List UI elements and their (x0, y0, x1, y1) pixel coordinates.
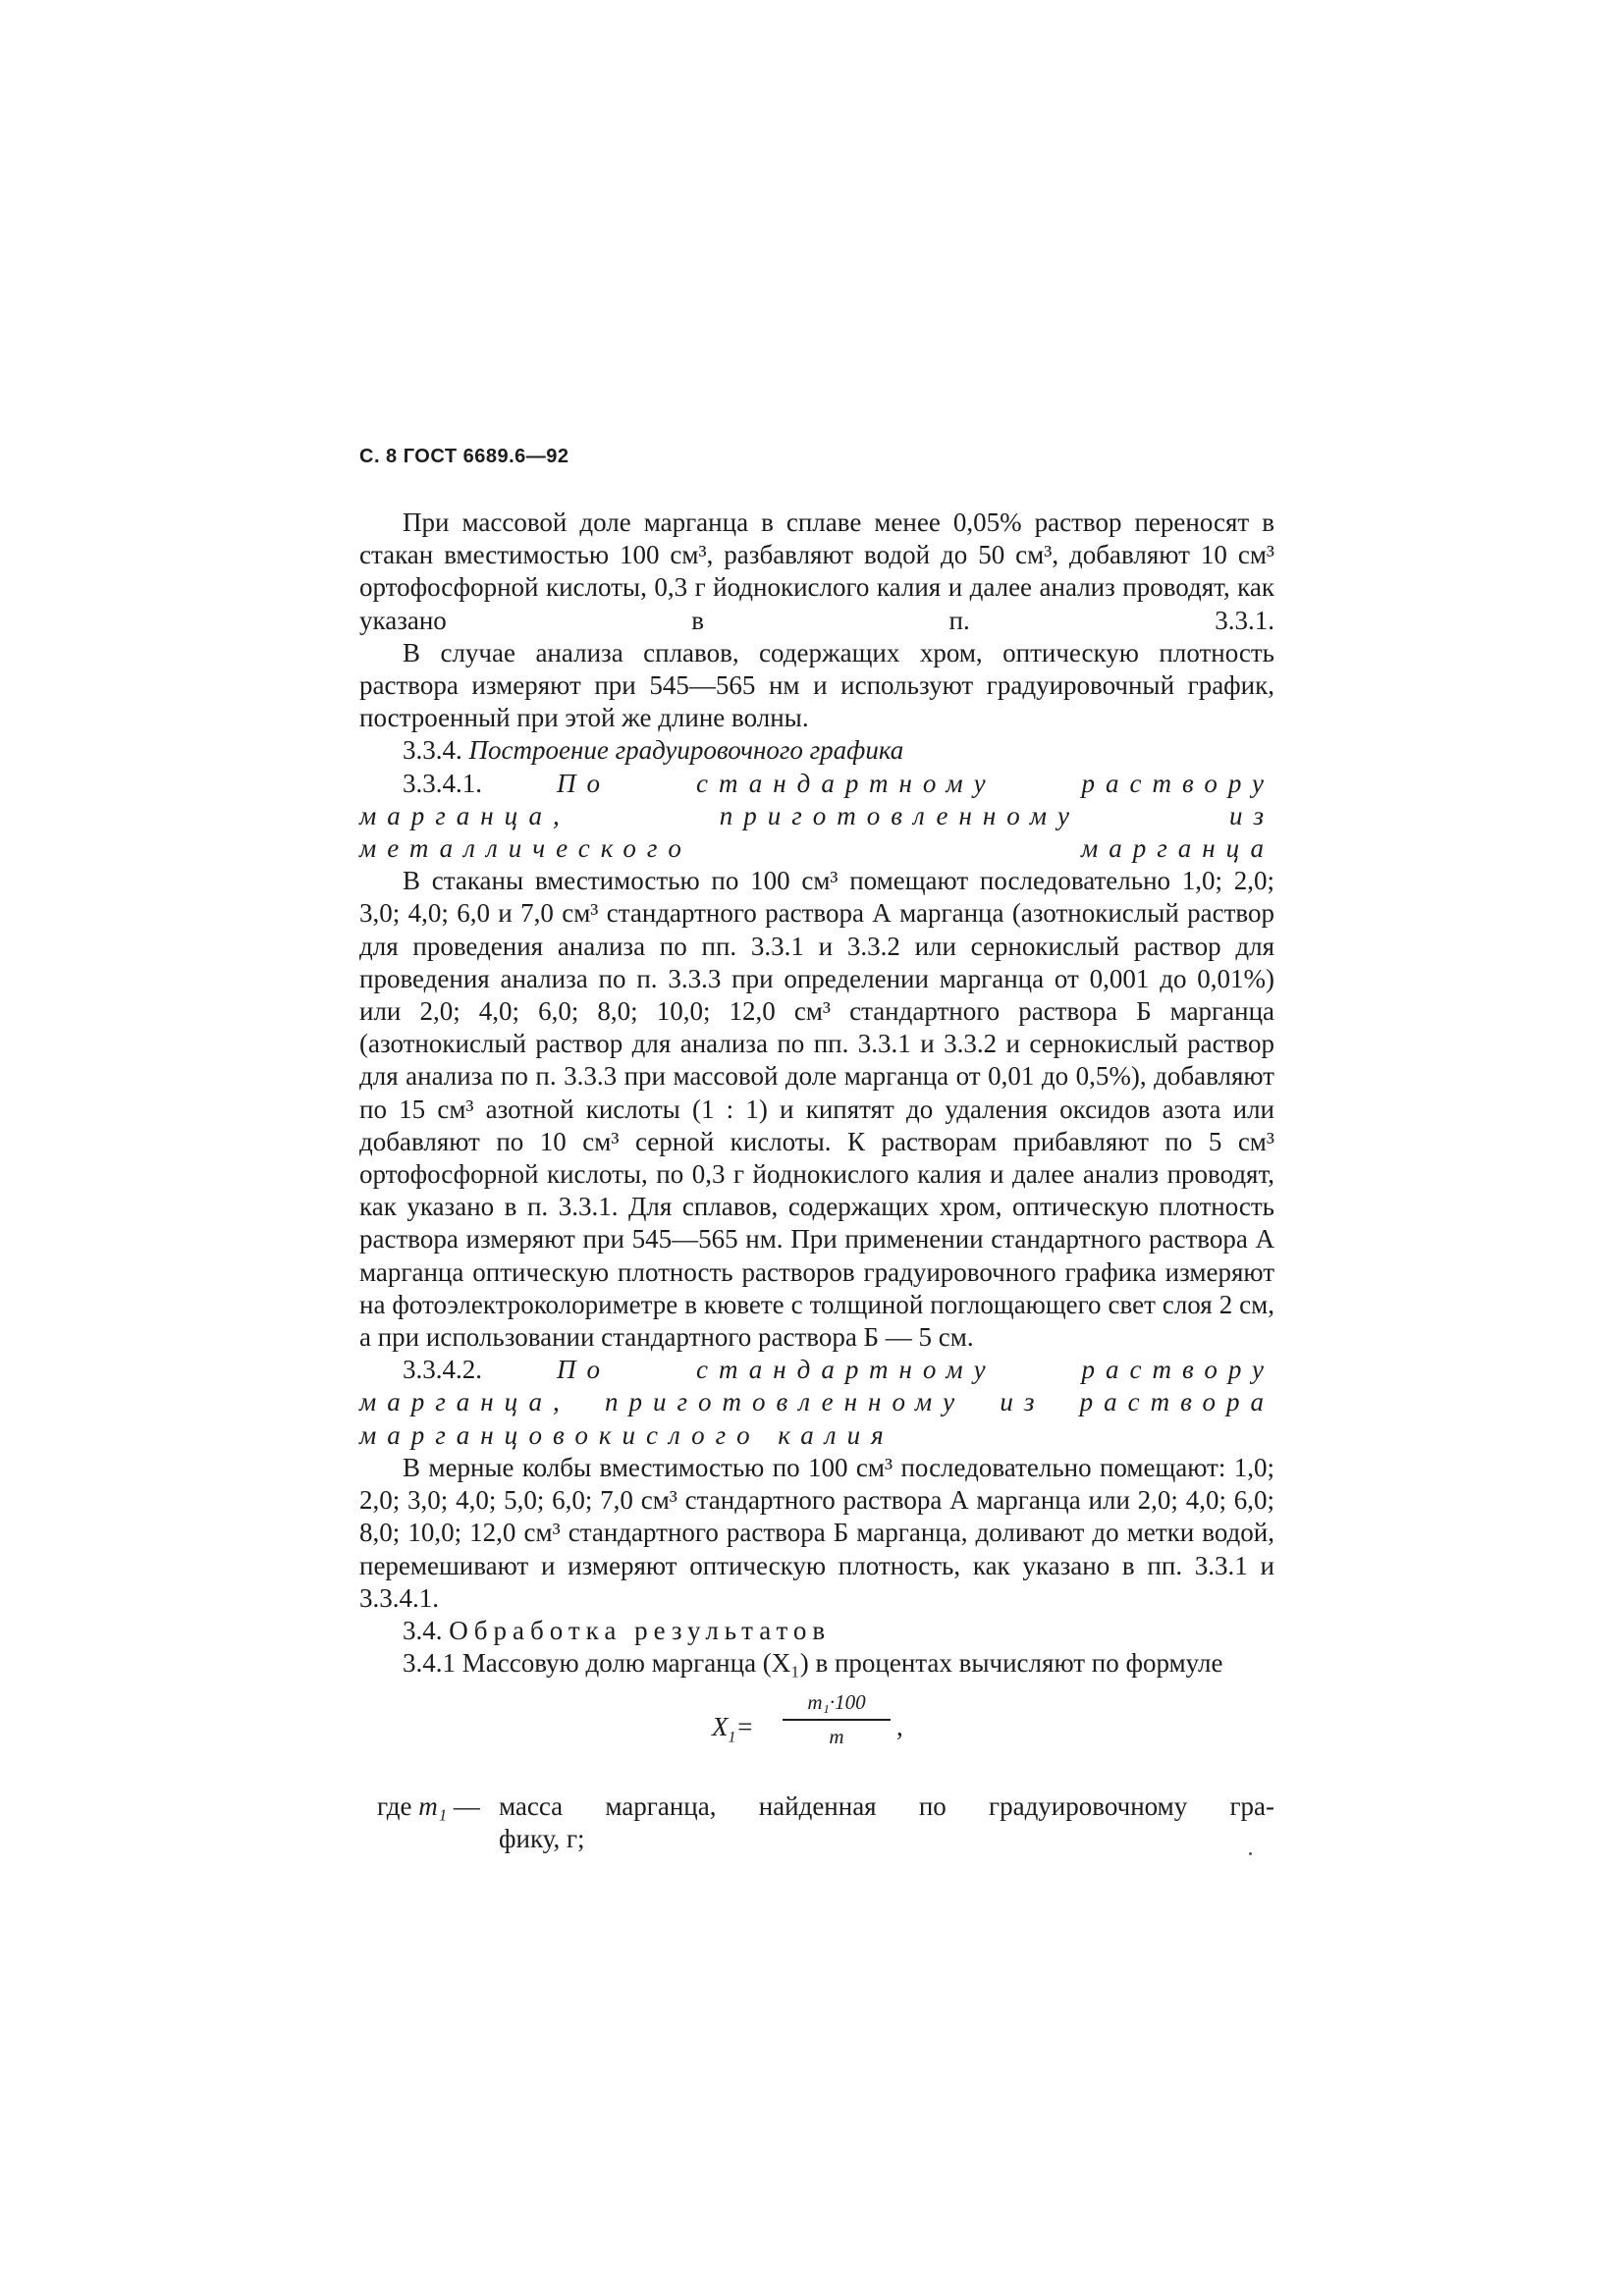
section-title: Обработка результатов (449, 1615, 832, 1645)
formula-lhs: $X_1=$ (712, 1712, 754, 1746)
section-3-3-4-2-heading (359, 1354, 1274, 1452)
variable-definitions (377, 1790, 1274, 1855)
formula (712, 1690, 947, 1759)
section-title: Построение градуировочного графика (468, 735, 904, 766)
section-number: 3.3.4.2. (403, 1355, 482, 1385)
fraction-bar (783, 1719, 891, 1721)
variable-symbol: m₁ (418, 1791, 448, 1821)
section-title: По стандартному раствору марганца, приготовленному из раствора марганцовокислого калия (359, 1355, 1275, 1450)
paragraph-low-manganese: При массовой доле марганца в сплаве менее 0,05% раствор переносят в стакан вместимостью 100 см³, разбавляют водой до 50 см³, добавляют 10 см³ ортофосфорной кислоты, 0,3 г йоднокислого калия и далее анализ проводят, как указано в п. 3.3.1. (359, 507, 1274, 635)
formula-lhs-subscript: 1 (728, 1729, 736, 1746)
formula-trailing-comma: , (896, 1712, 903, 1741)
definition-term: где m₁ — (377, 1791, 480, 1821)
formula-denominator: m (829, 1724, 844, 1748)
formula-equals: = (735, 1712, 754, 1741)
section-3-4-1-text: 3.4.1 Массовую долю марганца (X₁) в процентах вычисляют по формуле (403, 1648, 1223, 1679)
section-number: 3.3.4. (403, 735, 462, 766)
section-number: 3.4. (403, 1615, 443, 1645)
definition-row (377, 1790, 1274, 1823)
formula-fraction (783, 1690, 891, 1749)
section-3-3-4-1-text: В стаканы вместимостью по 100 см³ помещают последовательно 1,0; 2,0; 3,0; 4,0; 6,0 и 7,0 см³ стандартного раствора А марганца (азотнокислый раствор для проведения анализа по пп. 3.3.1 и 3.3.2 или сернокислый раствор для проведения анализа по п. 3.3.3 при определении марганца от 0,001 до 0,01%) или 2,0; 4,0; 6,0; 8,0; 10,0; 12,0 см³ стандартного раствора Б марганца (азотнокислый раствор для анализа по пп. 3.3.1 и 3.3.2 и сернокислый раствор для анализа по п. 3.3.3 при массовой доле марганца от 0,01 до 0,5%), добавляют по 15 см³ азотной кислоты (1 : 1) и кипятят до удаления оксидов азота или добавляют по 10 см³ серной кислоты. К растворам прибавляют по 5 см³ ортофосфорной кислоты, по 0,3 г йоднокислого калия и далее анализ проводят, как указано в п. 3.3.1. Для сплавов, содержащих хром, оптическую плотность раствора измеряют при 545—565 нм. При применении стандартного раствора А марганца оптическую плотность растворов градуировочного графика измеряют на фотоэлектроколориметре в кювете с толщиной поглощающего свет слоя 2 см, а при использовании стандартного раствора Б — 5 см. (359, 866, 1274, 1353)
formula-numerator: m₁·100 (807, 1690, 866, 1714)
section-3-3-4-2-text: В мерные колбы вместимостью по 100 см³ последовательно помещают: 1,0; 2,0; 3,0; 4,0; 5,0; 6,0; 7,0 см³ стандартного раствора А марганца или 2,0; 4,0; 6,0; 8,0; 10,0; 12,0 см³ стандартного раствора Б марганца, доливают до метки водой, перемешивают и измеряют оптическую плотность, как указано в пп. 3.3.1 и 3.3.4.1. (359, 1452, 1274, 1613)
page-header: С. 8 ГОСТ 6689.6—92 (359, 446, 569, 467)
section-3-3-4-1-heading (359, 768, 1274, 866)
definition-text: масса марганца, найденная по градуировочному гра- (499, 1791, 1274, 1821)
section-title: По стандартному раствору марганца, приготовленному из металлического марганца (359, 768, 1275, 864)
section-3-3-4-heading (359, 734, 1274, 767)
definition-text-continued: фику, г; (499, 1824, 585, 1853)
scan-speck (1249, 1852, 1252, 1855)
section-number: 3.3.4.1. (403, 768, 482, 798)
document-body (359, 507, 1274, 1680)
section-3-4-heading (359, 1615, 1274, 1647)
paragraph-chromium: В случае анализа сплавов, содержащих хром, оптическую плотность раствора измеряют при 545—565 нм и используют градуировочный график, построенный при этой же длине волны. (359, 637, 1274, 733)
